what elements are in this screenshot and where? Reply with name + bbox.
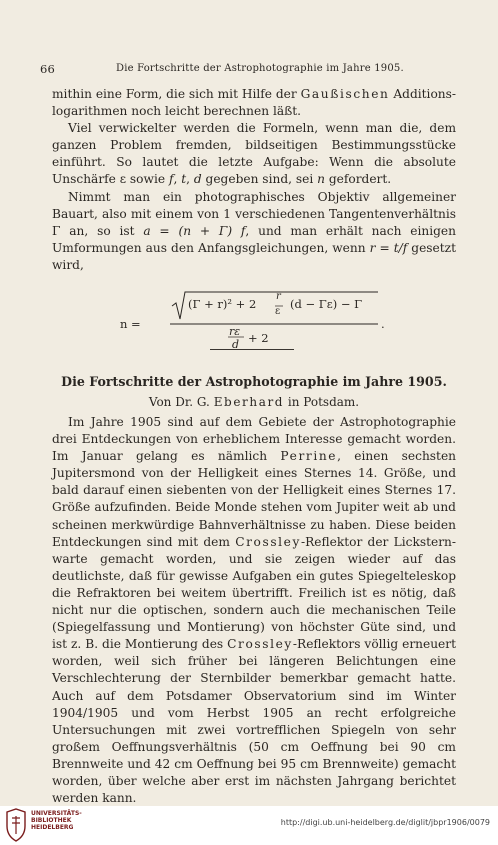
formula-lhs-text: n =	[120, 317, 141, 331]
text-run: logarithmen noch leicht berechnen läßt.	[52, 104, 302, 119]
section-divider	[210, 349, 294, 350]
digitization-footer	[0, 806, 498, 845]
author-name: Eberhard	[213, 395, 285, 409]
sqrt-term-a: (Γ + r)² + 2	[188, 297, 257, 311]
denominator-num: rε	[229, 325, 241, 338]
symbol-f: f	[168, 172, 174, 187]
symbol-t: t	[181, 172, 187, 187]
permalink-url[interactable]: http://digi.ub.uni-heidelberg.de/diglit/jbpr1906/0079	[280, 818, 490, 827]
paragraph-1	[52, 86, 456, 120]
denominator-den: d	[232, 338, 240, 351]
university-seal-icon	[4, 808, 28, 842]
text-run: mithin eine Form, die sich mit Hilfe der	[52, 87, 301, 101]
text-run: ,	[173, 172, 182, 187]
paragraph-2	[52, 120, 456, 188]
text-run: , einen sechsten Jupitersmond von der Helligkeit eines Sternes 14. Größe, und bald darauf einen siebenten von der Helligkeit eines Sternes 17. Größe aufzufinden. Beide Monde stehen vom Jupiter weit ab und scheinen merkwürdige Bahnverhältnisse zu haben. Diese beiden Entdeckungen sind mit dem	[52, 449, 457, 549]
symbol-n: n	[317, 172, 325, 187]
symbol-d: d	[193, 172, 202, 187]
person-name-perrine: Perrine	[280, 449, 338, 464]
author-line	[52, 395, 456, 409]
person-name-crossley: Crossley	[235, 534, 301, 549]
text-run: gesetzt wird,	[52, 240, 456, 272]
person-name-gauss: Gaußischen	[300, 87, 390, 101]
page-number: 66	[40, 62, 56, 76]
paragraph-5	[52, 414, 456, 807]
formula-period: .	[381, 317, 385, 331]
text-run: -Reflektor der Lickstern-warte gemacht worden, und sie zeigen wieder auf das deutlichste, daß für gewisse Aufgaben ein gutes Spiegelteleskop die Refraktoren bei weitem übertrifft. Freilich ist es nötig, daß nicht nur die optischen, sondern auch die mechanischen Teile (Spiegelfassung und Montierung) von höchster Güte sind, und ist z. B. die Montierung des	[52, 534, 456, 652]
logo-line: BIBLIOTHEK	[31, 817, 72, 825]
section-heading: Die Fortschritte der Astrophotographie im Jahre 1905.	[61, 374, 447, 389]
logo-line: UNIVERSITÄTS-	[31, 810, 82, 817]
inner-frac-num: r	[276, 291, 281, 302]
text-run: gegeben sind, sei	[201, 172, 318, 187]
sqrt-term-b: (d − Γε) − Γ	[290, 297, 363, 311]
text-run: ,	[186, 172, 194, 187]
text-run: -Reflektors völlig erneuert worden, weil sich früher bei längeren Belichtungen eine Verschlechterung der Sternbilder bemerkbar gemacht hatte. Auch auf dem Potsdamer Observatorium sind im Winter 1904/1905 und vom Herbst 1905 an recht erfolgreiche Untersuchungen mit zwei vortrefflichen Spiegeln von sehr großem Oeffnungsverhältnis (50 cm Oeffnung bei 90 cm Brennweite und 42 cm Oeffnung bei 95 cm Brennweite) gemacht worden, über welche aber erst im nächsten Jahrgang berichtet werden kann.	[52, 637, 456, 806]
text-block-upper	[52, 86, 456, 274]
text-run: Nimmt man ein photographisches Objektiv allgemeiner Bauart, also mit einem von 1 verschiedenen Tangentenverhältnis Γ an, so ist	[52, 189, 456, 238]
text-run: , und man erhält nach einigen Umformungen aus den Anfangsgleichungen, wenn	[52, 223, 456, 255]
text-run: Im Jahre 1905 sind auf dem Gebiete der Astrophotographie drei Entdeckungen von erheblichem Interesse gemacht worden. Im Januar gelang es nämlich	[52, 415, 456, 464]
logo-line: HEIDELBERG	[31, 824, 74, 832]
text-run: in Potsdam.	[284, 395, 360, 409]
running-title: Die Fortschritte der Astrophotographie im Jahre 1905.	[116, 63, 404, 74]
person-name-crossley: Crossley	[227, 637, 293, 652]
inline-equation-a: a = (n + Γ) f	[143, 223, 246, 238]
inner-frac-den: ε	[275, 306, 281, 317]
paragraph-3	[52, 189, 456, 274]
text-run: Von Dr. G.	[148, 395, 214, 409]
text-block-lower	[52, 414, 456, 807]
inline-equation-r: r = t/f	[369, 240, 408, 255]
text-run: Viel verwickelter werden die Formeln, wenn man die, dem ganzen Problem fremden, bildseitigen Bestimmungsstücke einführt. So lautet die letzte Aufgabe: Wenn die absolute Unschärfe ε sowie	[52, 121, 456, 187]
library-logo-text	[31, 810, 82, 832]
denominator-plus: + 2	[248, 331, 269, 345]
text-run: gefordert.	[324, 172, 392, 187]
text-run: Additions-	[389, 87, 457, 101]
